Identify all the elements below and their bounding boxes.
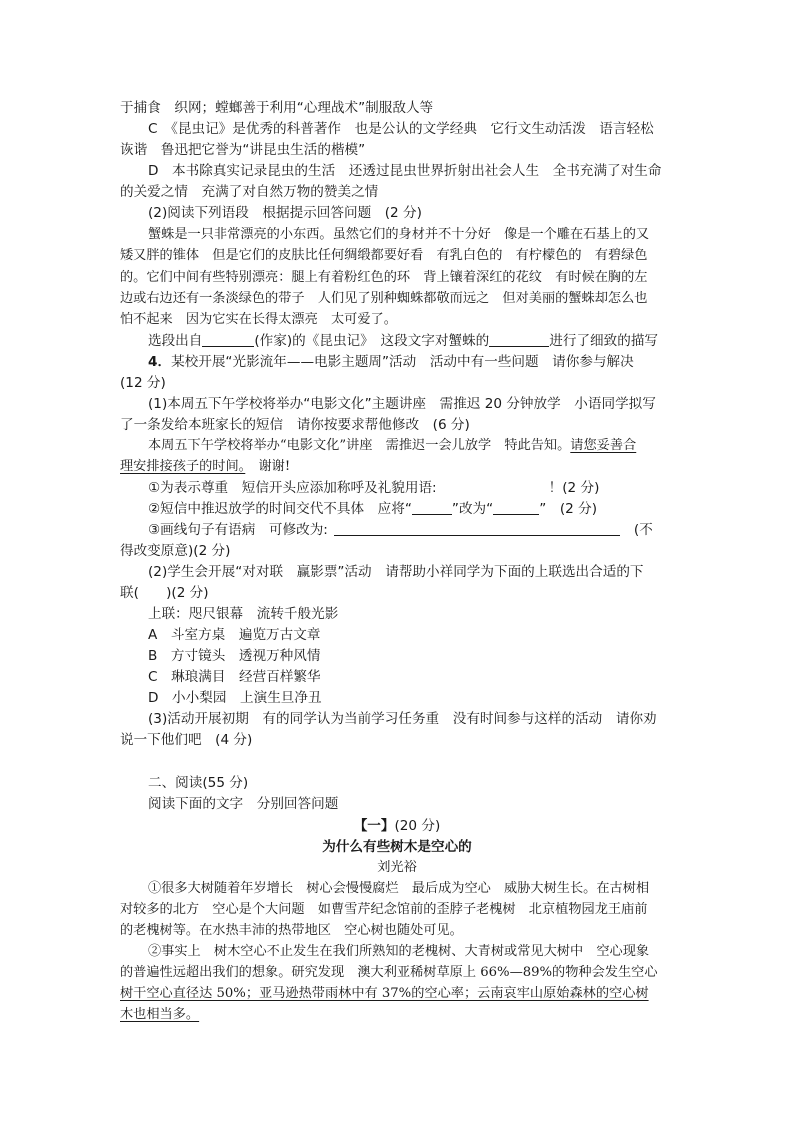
text-line: 得改变原意)(2 分) bbox=[120, 543, 231, 559]
article-line: ②事实上 树木空心不止发生在我们所熟知的老槐树、大青树或常见大树中 空心现象 bbox=[148, 944, 650, 959]
text-segment: ③画线句子有语病 可修改为: bbox=[148, 522, 328, 538]
section-heading: 二、阅读(55 分) bbox=[148, 775, 249, 791]
couplet-first-line: 上联：咫尺银幕 流转千般光影 bbox=[148, 606, 339, 622]
option-c: C 《昆虫记》是优秀的科普著作 也是公认的文学经典 它行文生动活泼 语言轻松 bbox=[148, 121, 654, 137]
option-b: B 方寸镜头 透视万种风情 bbox=[148, 648, 321, 664]
underlined-sentence: 树干空心直径达 50%；亚马逊热带雨林中有 37%的空心率；云南哀牢山原始森林的空心树 bbox=[120, 986, 649, 1001]
text-segment: 进行了细致的描写 bbox=[549, 333, 659, 349]
author-blank[interactable] bbox=[202, 332, 254, 347]
text-line: 了一条发给本班家长的短信 请你按要求帮他修改 (6 分) bbox=[120, 417, 470, 433]
revision-blank[interactable] bbox=[334, 521, 620, 536]
underlined-sentence: 理安排接孩子的时间。 bbox=[120, 459, 246, 474]
text-segment: ①为表示尊重 短信开头应添加称呼及礼貌用语: bbox=[148, 480, 437, 496]
text-line: 于捕食 织网；螳螂善于利用“心理战术”制服敌人等 bbox=[120, 100, 434, 116]
sub-question-3: (3)活动开展初期 有的同学认为当前学习任务重 没有时间参与这样的活动 请你劝 bbox=[148, 711, 657, 727]
text-segment: ” (2 分) bbox=[539, 501, 598, 517]
text-line: (12 分) bbox=[120, 375, 166, 391]
text-segment: ！(2 分) bbox=[548, 480, 600, 496]
text-segment: 选段出自 bbox=[148, 333, 203, 349]
underlined-sentence: 木也相当多。 bbox=[120, 1007, 200, 1022]
article-author: 刘光裕 bbox=[377, 860, 417, 875]
text-line: 的关爱之情 充满了对自然万物的赞美之情 bbox=[120, 184, 379, 200]
sub-item-1 bbox=[148, 478, 599, 498]
sms-text: 本周五下午学校将举办“电影文化”讲座 需推迟一会儿放学 特此告知。 bbox=[148, 438, 571, 453]
question-number: 4． bbox=[148, 354, 172, 370]
sub-question-1: (1)本周五下午学校将举办“电影文化”主题讲座 需推迟 20 分钟放学 小语同学拟写 bbox=[148, 396, 656, 412]
fill-in-question bbox=[148, 331, 658, 351]
passage-line: 怕不起来 因为它实在长得太漂亮 太可爱了。 bbox=[120, 312, 397, 327]
sub-item-2 bbox=[148, 499, 597, 519]
sub-item-3 bbox=[148, 520, 653, 540]
text-segment: (作家)的《昆虫记》 这段文字对蟹蛛的 bbox=[254, 333, 490, 349]
article-line: 对较多的北方 空心是个大问题 如曹雪芹纪念馆前的歪脖子老槐树 北京植物园龙王庙前 bbox=[120, 902, 648, 917]
option-d: D 本书除真实记录昆虫的生活 还透过昆虫世界折射出社会人生 全书充满了对生命 bbox=[148, 163, 662, 179]
text-segment: ②短信中推迟放学的时间交代不具体 应将“ bbox=[148, 501, 412, 517]
part-label: 【一】 bbox=[353, 818, 395, 834]
text-line: 诙谐 鲁迅把它誉为“讲昆虫生活的楷模” bbox=[120, 142, 366, 158]
part-heading bbox=[0, 816, 794, 836]
sms-draft-line bbox=[120, 457, 290, 477]
corrected-time-blank[interactable] bbox=[493, 500, 539, 515]
question-2-heading: (2)阅读下列语段 根据提示回答问题 (2 分) bbox=[148, 205, 422, 221]
underlined-sentence: 请您妥善合 bbox=[570, 438, 637, 453]
sms-text: 谢谢! bbox=[245, 459, 291, 474]
option-c: C 琳琅满目 经营百样繁华 bbox=[148, 669, 321, 685]
passage-line: 蟹蛛是一只非常漂亮的小东西。虽然它们的身材并不十分好 像是一个雕在石基上的又 bbox=[148, 227, 650, 242]
description-blank[interactable] bbox=[489, 332, 549, 347]
original-time-blank[interactable] bbox=[412, 500, 452, 515]
instruction: 阅读下面的文字 分别回答问题 bbox=[148, 796, 339, 812]
passage-line: 的。它们中间有些特别漂亮：腿上有着粉红色的环 背上镶着深红的花纹 有时候在胸的左 bbox=[120, 270, 648, 285]
question-text: 某校开展“光影流年——电影主题周”活动 活动中有一些问题 请你参与解决 bbox=[171, 354, 634, 370]
article-line: 的普遍性远超出我们的想象。研究发现 澳大利亚稀树草原上 66%—89%的物种会发生空心 bbox=[120, 965, 658, 980]
sms-draft-line bbox=[148, 436, 636, 456]
text-segment: ”改为“ bbox=[451, 501, 494, 517]
text-line: 联( )(2 分) bbox=[120, 585, 209, 601]
article-line: 的老槐树等。在水热丰沛的热带地区 空心树也随处可见。 bbox=[120, 923, 463, 938]
sub-question-2: (2)学生会开展“对对联 赢影票”活动 请帮助小祥同学为下面的上联选出合适的下 bbox=[148, 564, 644, 580]
part-score: (20 分) bbox=[394, 818, 441, 834]
option-d: D 小小梨园 上演生旦净丑 bbox=[148, 690, 322, 706]
text-line: 说一下他们吧 (4 分) bbox=[120, 732, 253, 748]
article-title: 为什么有些树木是空心的 bbox=[322, 839, 472, 855]
article-line: ①很多大树随着年岁增长 树心会慢慢腐烂 最后成为空心 威胁大树生长。在古树相 bbox=[148, 881, 650, 896]
passage-line: 矮又胖的锥体 但是它们的皮肤比任何绸缎都要好看 有乳白色的 有柠檬色的 有碧绿色 bbox=[120, 248, 648, 263]
question-4-heading bbox=[148, 352, 634, 372]
option-a: A 斗室方桌 遍览万古文章 bbox=[148, 627, 321, 643]
passage-line: 边或右边还有一条淡绿色的带子 人们见了别种蜘蛛都敬而远之 但对美丽的蟹蛛却怎么也 bbox=[120, 291, 648, 306]
text-segment: (不 bbox=[633, 522, 653, 538]
